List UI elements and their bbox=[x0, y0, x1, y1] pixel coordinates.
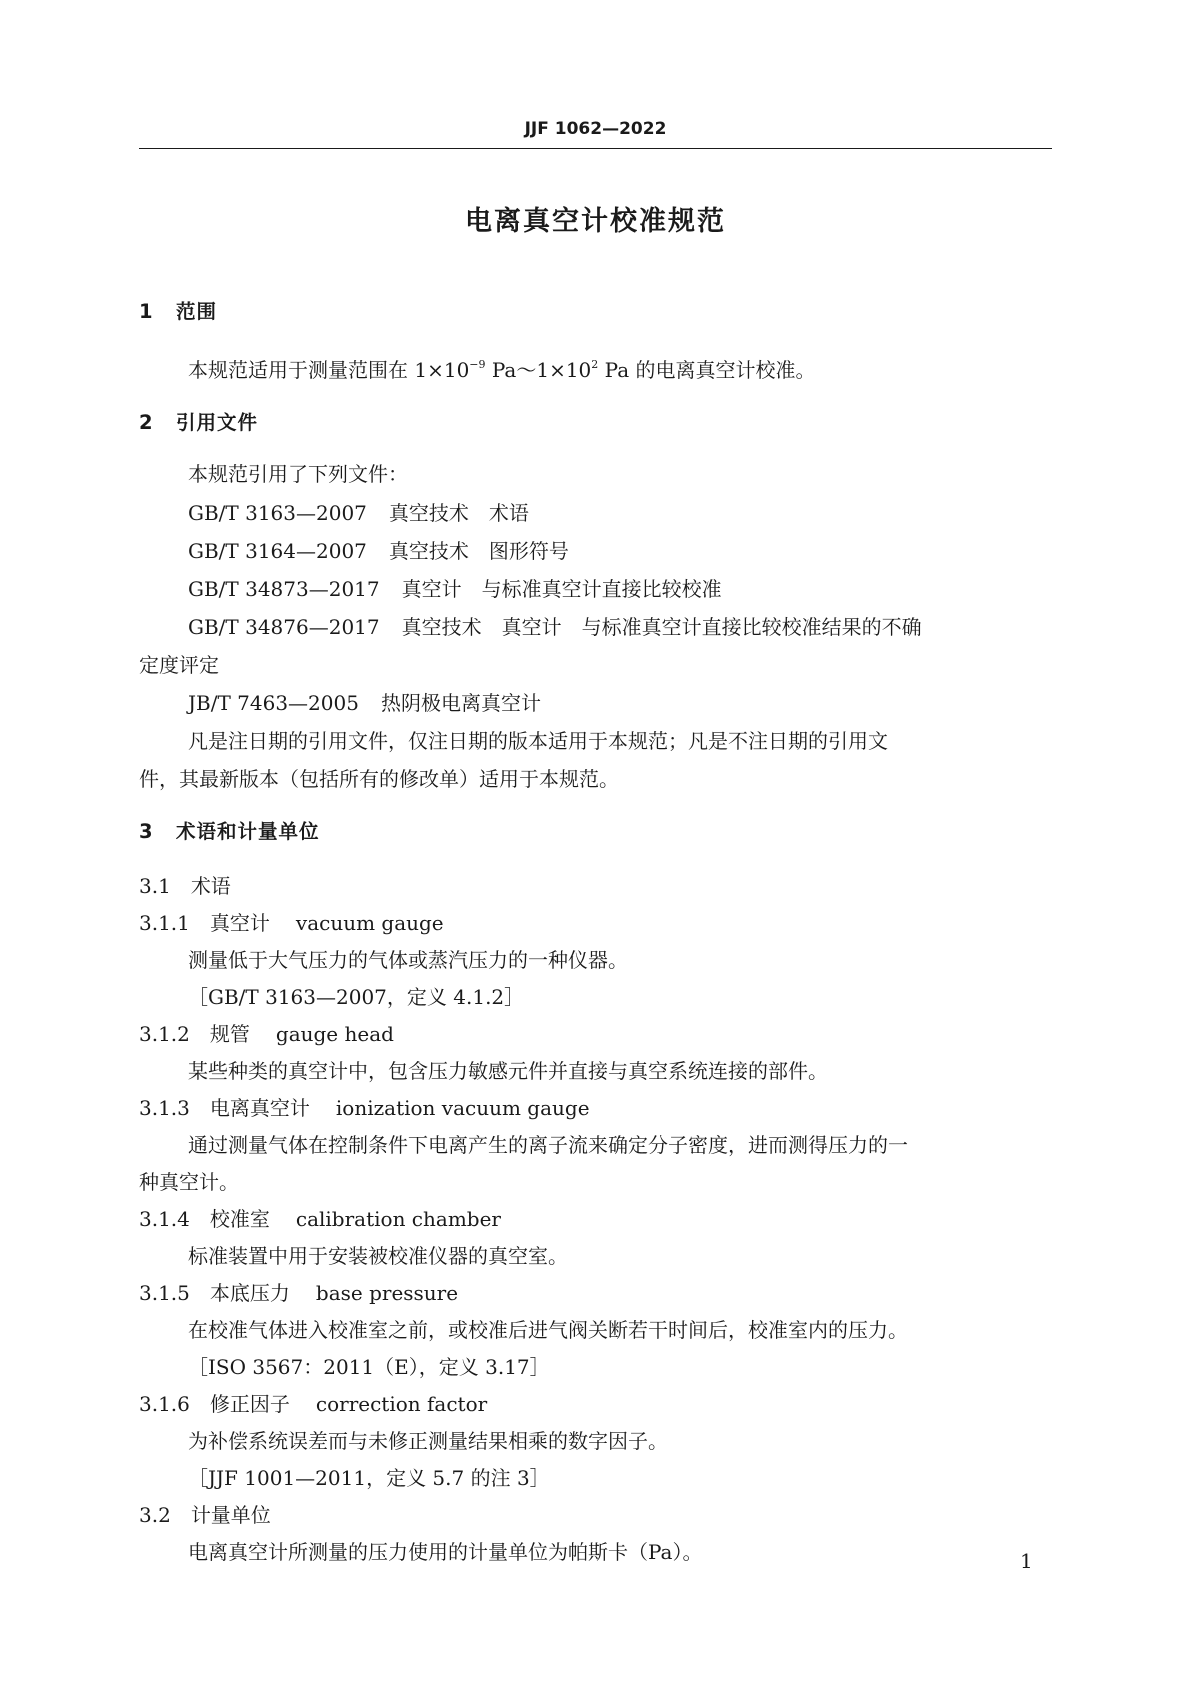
reference-name: 热阴极电离真空计 bbox=[380, 691, 541, 715]
term-english: correction factor bbox=[315, 1392, 488, 1416]
term-english: calibration chamber bbox=[295, 1207, 501, 1231]
term-definition: 标准装置中用于安装被校准仪器的真空室。 bbox=[188, 1244, 568, 1268]
term-number: 3.1.5 bbox=[139, 1281, 190, 1305]
term-number: 3.1.3 bbox=[139, 1096, 190, 1120]
header-rule bbox=[139, 148, 1052, 149]
term-chinese: 规管 bbox=[209, 1022, 250, 1046]
term-number: 3.1.1 bbox=[139, 911, 190, 935]
exponent-minus-9: −9 bbox=[469, 358, 486, 372]
term-chinese: 电离真空计 bbox=[209, 1096, 310, 1120]
section-number: 1 bbox=[139, 300, 154, 323]
subsection-title: 术语 bbox=[190, 874, 231, 898]
term-english: vacuum gauge bbox=[295, 911, 444, 935]
term-heading bbox=[139, 1275, 1191, 1311]
unit-statement: 电离真空计所测量的压力使用的计量单位为帕斯卡（Pa）。 bbox=[188, 1540, 703, 1564]
term-heading bbox=[139, 1201, 1191, 1237]
document-title: 电离真空计校准规范 bbox=[465, 206, 726, 237]
subsection-3-1-heading bbox=[139, 868, 1191, 904]
section-1-heading bbox=[139, 294, 1191, 330]
references-note-line-2: 件，其最新版本（包括所有的修改单）适用于本规范。 bbox=[139, 767, 619, 791]
reference-code: GB/T 3163—2007 bbox=[188, 501, 367, 525]
section-title: 范围 bbox=[176, 300, 218, 323]
section-1-body bbox=[188, 352, 1191, 388]
term-number: 3.1.6 bbox=[139, 1392, 190, 1416]
subsection-title: 计量单位 bbox=[190, 1503, 271, 1527]
term-chinese: 本底压力 bbox=[209, 1281, 290, 1305]
term-heading bbox=[139, 1090, 1191, 1126]
term-definition-continuation: 种真空计。 bbox=[139, 1170, 239, 1194]
subsection-number: 3.2 bbox=[139, 1503, 171, 1527]
term-source: ［JJF 1001—2011，定义 5.7 的注 3］ bbox=[188, 1466, 550, 1490]
term-number: 3.1.4 bbox=[139, 1207, 190, 1231]
term-definition: 为补偿系统误差而与未修正测量结果相乘的数字因子。 bbox=[188, 1429, 668, 1453]
section-title: 术语和计量单位 bbox=[176, 820, 320, 843]
term-chinese: 修正因子 bbox=[209, 1392, 290, 1416]
term-chinese: 真空计 bbox=[209, 911, 270, 935]
scope-text-1: 本规范适用于测量范围在 1×10 bbox=[188, 358, 470, 382]
reference-code: GB/T 3164—2007 bbox=[188, 539, 367, 563]
term-definition: 通过测量气体在控制条件下电离产生的离子流来确定分子密度，进而测得压力的一 bbox=[188, 1133, 908, 1157]
term-chinese: 校准室 bbox=[209, 1207, 270, 1231]
term-source: ［GB/T 3163—2007，定义 4.1.2］ bbox=[188, 985, 525, 1009]
subsection-number: 3.1 bbox=[139, 874, 171, 898]
reference-code: JB/T 7463—2005 bbox=[188, 691, 359, 715]
reference-code: GB/T 34876—2017 bbox=[188, 615, 380, 639]
reference-code: GB/T 34873—2017 bbox=[188, 577, 380, 601]
section-number: 3 bbox=[139, 820, 154, 843]
references-note-line-1: 凡是注日期的引用文件，仅注日期的版本适用于本规范；凡是不注日期的引用文 bbox=[188, 729, 888, 753]
reference-name: 真空技术 真空计 与标准真空计直接比较校准结果的不确 bbox=[401, 615, 922, 639]
section-title: 引用文件 bbox=[176, 411, 259, 434]
reference-item bbox=[188, 533, 1191, 569]
term-heading bbox=[139, 1016, 1191, 1052]
term-definition: 在校准气体进入校准室之前，或校准后进气阀关断若干时间后，校准室内的压力。 bbox=[188, 1318, 908, 1342]
reference-item bbox=[188, 571, 1191, 607]
term-definition: 测量低于大气压力的气体或蒸汽压力的一种仪器。 bbox=[188, 948, 628, 972]
reference-name: 真空技术 图形符号 bbox=[388, 539, 569, 563]
section-number: 2 bbox=[139, 411, 154, 434]
running-header: JJF 1062—2022 bbox=[524, 119, 667, 139]
scope-text-3: Pa 的电离真空计校准。 bbox=[598, 358, 816, 382]
reference-name: 真空计 与标准真空计直接比较校准 bbox=[401, 577, 722, 601]
term-source: ［ISO 3567：2011（E），定义 3.17］ bbox=[188, 1355, 550, 1379]
reference-item bbox=[188, 609, 1052, 645]
references-intro: 本规范引用了下列文件： bbox=[188, 462, 408, 486]
page-number: 1 bbox=[1020, 1549, 1033, 1573]
reference-item bbox=[188, 495, 1191, 531]
reference-item bbox=[188, 685, 1191, 721]
term-english: gauge head bbox=[275, 1022, 394, 1046]
term-definition: 某些种类的真空计中，包含压力敏感元件并直接与真空系统连接的部件。 bbox=[188, 1059, 828, 1083]
reference-name: 真空技术 术语 bbox=[388, 501, 529, 525]
term-number: 3.1.2 bbox=[139, 1022, 190, 1046]
section-2-heading bbox=[139, 405, 1191, 441]
reference-item-continuation: 定度评定 bbox=[139, 653, 219, 677]
term-heading bbox=[139, 905, 1191, 941]
term-heading bbox=[139, 1386, 1191, 1422]
exponent-2: 2 bbox=[591, 358, 599, 372]
scope-text-2: Pa～1×10 bbox=[485, 358, 592, 382]
section-3-heading bbox=[139, 814, 1191, 850]
term-english: base pressure bbox=[315, 1281, 459, 1305]
subsection-3-2-heading bbox=[139, 1497, 1191, 1533]
term-english: ionization vacuum gauge bbox=[335, 1096, 590, 1120]
